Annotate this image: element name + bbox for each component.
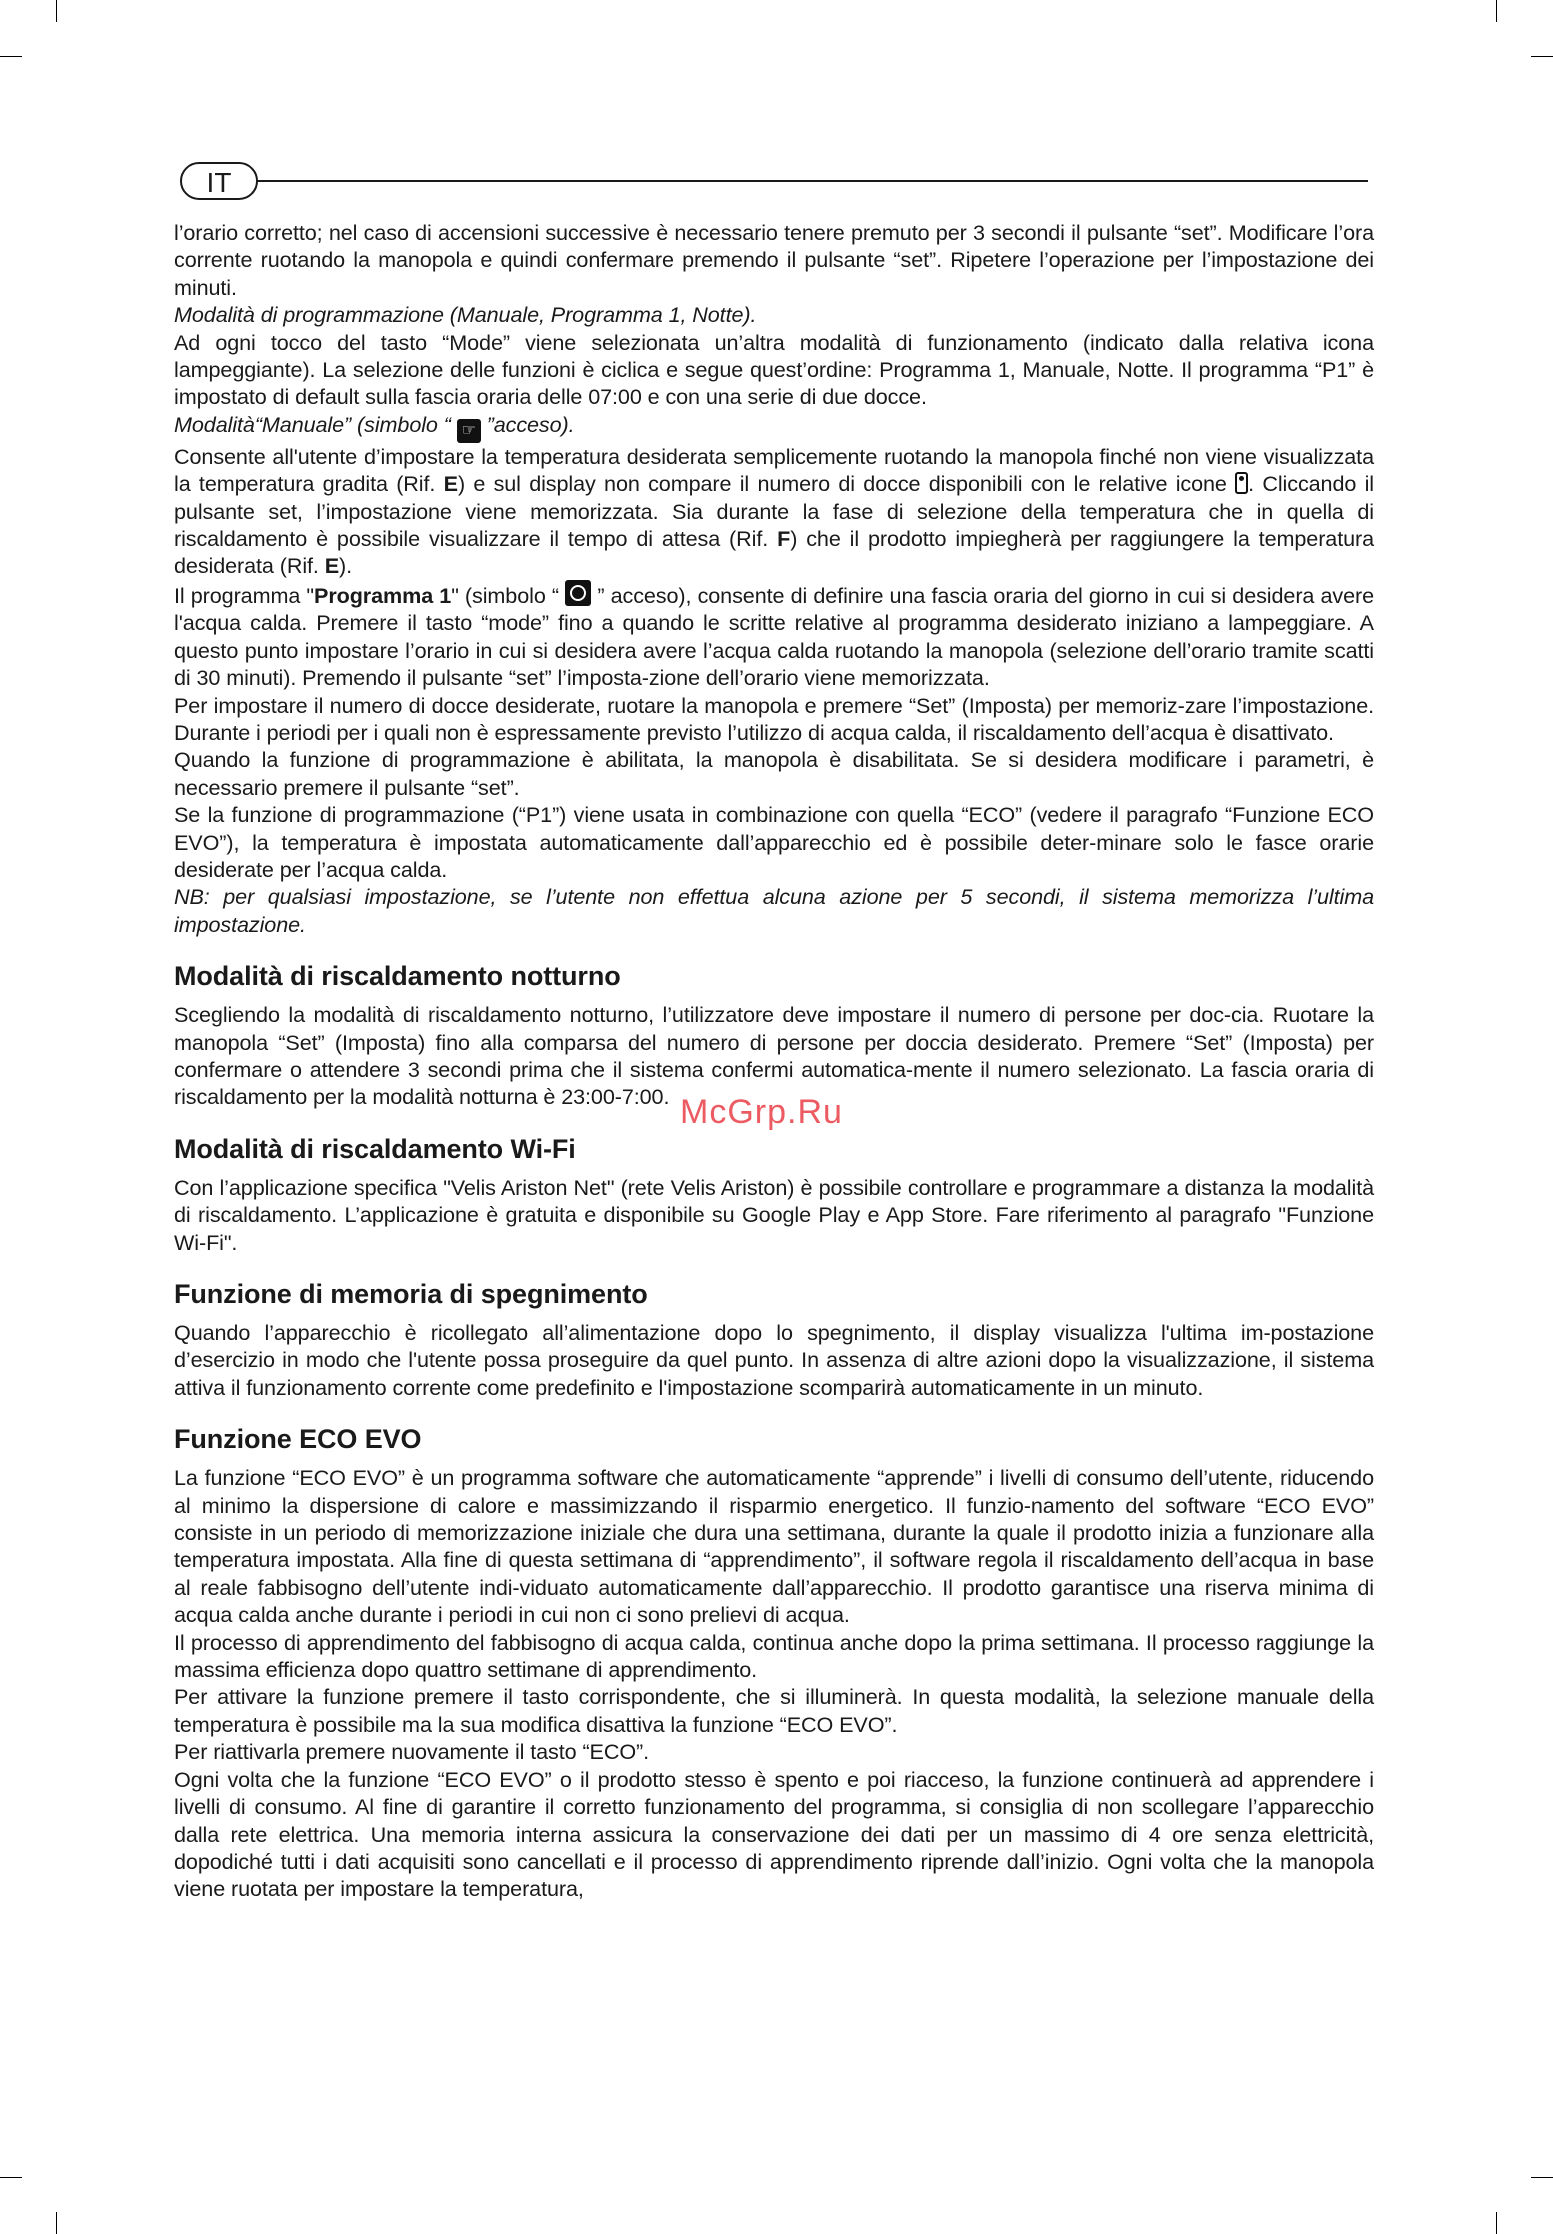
text-span: " (simbolo “ xyxy=(451,582,566,608)
text-span: . Cliccando il pulsante set, l’impostazione viene memorizzata. Sia durante la fase di selezione della temperatura che in quella di riscaldamento è possibile visualizzare il tempo di attesa (Rif. xyxy=(174,471,1374,552)
paragraph: Ogni volta che la funzione “ECO EVO” o il prodotto stesso è spento e poi riacceso, la funzione continuerà ad apprendere i livelli di consumo. Al fine di garantire il corretto funzionamento del programma, si consiglia di non scollegare l’apparecchio dalla rete elettrica. Una memoria interna assicura la conservazione dei dati per un massimo di 4 ore senza elettricità, dopodiché tutti i dati acquisiti sono cancellati e il processo di apprendimento riprende dall’inizio. Ogni volta che la manopola viene ruotata per impostare la temperatura, xyxy=(174,1766,1374,1902)
crop-mark xyxy=(1531,2177,1553,2178)
text-span: ”acceso). xyxy=(480,411,575,437)
section-title-memory: Funzione di memoria di spegnimento xyxy=(174,1279,648,1309)
paragraph xyxy=(174,443,1374,580)
paragraph: Scegliendo la modalità di riscaldamento notturno, l’utilizzatore deve impostare il numero di persone per doc-cia. Ruotare la manopola “Set” (Imposta) fino alla comparsa del numero di persone per doccia desiderato. Premere “Set” (Imposta) per confermare o attendere 3 secondi prima che il sistema confermi automatica-mente il numero selezionato. La fascia oraria di riscaldamento per la modalità notturna è 23:00-7:00. xyxy=(174,1002,1374,1110)
section-title-night: Modalità di riscaldamento notturno xyxy=(174,961,621,992)
paragraph: Quando l’apparecchio è ricollegato all’alimentazione dopo lo spegnimento, il display visualizza l'ultima im-postazione d’esercizio in modo che l'utente possa proseguire da quel punto. In assenza di altre azioni dopo la visualizzazione, il sistema attiva il funzionamento corrente come predefinito e l'impostazione scomparirà automaticamente in un minuto. xyxy=(174,1320,1374,1400)
text-span: ) e sul display non compare il numero di docce disponibili con le relative icone xyxy=(457,471,1236,497)
paragraph xyxy=(174,580,1374,692)
document-body xyxy=(174,219,1374,1903)
text-span: ” acceso), consente di definire una fascia oraria del giorno in cui si desidera avere l'acqua calda. Premere il tasto “mode” fino a quando le scritte relative al programma desiderato iniziano a lampeggiare. A questo punto impostare l’orario in cui si desidera avere l’acqua calda ruotando la manopola (selezione dell’orario tramite scatti di 30 minuti). Premendo il pulsante “set” l’imposta-zione dell’orario viene memorizzata. xyxy=(174,582,1375,691)
header-rule xyxy=(256,180,1368,182)
subheading-programming-modes: Modalità di programmazione (Manuale, Programma 1, Notte). xyxy=(174,302,757,328)
text-span: ) che il prodotto impiegherà per raggiungere la temperatura desiderata (Rif. xyxy=(174,526,1375,579)
ref-letter: F xyxy=(777,526,791,552)
paragraph: Il processo di apprendimento del fabbisogno di acqua calda, continua anche dopo la prima settimana. Il processo raggiunge la massima efficienza dopo quattro settimane di apprendimento. xyxy=(174,1629,1374,1683)
crop-mark xyxy=(56,0,57,22)
section-title-eco: Funzione ECO EVO xyxy=(174,1424,422,1455)
section-title-wifi: Modalità di riscaldamento Wi-Fi xyxy=(174,1133,576,1164)
shower-person-icon xyxy=(1235,472,1248,494)
text-span: ). xyxy=(339,553,353,579)
text-span: Modalità“Manuale” (simbolo “ xyxy=(174,411,457,437)
crop-mark xyxy=(0,2177,22,2178)
paragraph: Per riattivarla premere nuovamente il tasto “ECO”. xyxy=(174,1739,650,1765)
watermark: McGrp.Ru xyxy=(680,1093,843,1131)
crop-mark xyxy=(0,56,22,57)
paragraph: Ad ogni tocco del tasto “Mode” viene selezionata un’altra modalità di funzionamento (indicato dalla relativa icona lampeggiante). La selezione delle funzioni è ciclica e segue quest’ordine: Programma 1, Manuale, Notte. Il programma “P1” è impostato di default sulla fascia oraria delle 07:00 e con una serie di due docce. xyxy=(174,329,1374,410)
paragraph: l’orario corretto; nel caso di accensioni successive è necessario tenere premuto per 3 secondi il pulsante “set”. Modificare l’ora corrente ruotando la manopola e quindi confermare premendo il pulsante “set”. Ripetere l’operazione per l’impostazione dei minuti. xyxy=(174,220,1374,300)
paragraph: Con l’applicazione specifica "Velis Ariston Net" (rete Velis Ariston) è possibile controllare e programmare a distanza la modalità di riscaldamento. L’applicazione è gratuita e disponibile su Google Play e App Store. Fare riferimento al paragrafo "Funzione Wi-Fi". xyxy=(174,1174,1374,1255)
ref-letter: E xyxy=(324,553,340,579)
paragraph: Se la funzione di programmazione (“P1”) viene usata in combinazione con quella “ECO” (vedere il paragrafo “Funzione ECO EVO”), la temperatura è impostata automaticamente dall’apparecchio ed è possibile deter-minare solo le fasce orarie desiderate per l’acqua calda. xyxy=(174,802,1374,882)
language-badge: IT xyxy=(180,162,258,200)
paragraph: Per impostare il numero di docce desiderate, ruotare la manopola e premere “Set” (Imposta) per memoriz-zare l’impostazione. Durante i periodi per i quali non è espressamente previsto l’utilizzo di acqua calda, il riscaldamento dell’acqua è disattivato. xyxy=(174,692,1374,745)
paragraph: Per attivare la funzione premere il tasto corrispondente, che si illuminerà. In questa modalità, la selezione manuale della temperatura è possibile ma la sua modifica disattiva la funzione “ECO EVO”. xyxy=(174,1684,1374,1737)
text-span: Consente all'utente d’impostare la temperatura desiderata semplicemente ruotando la manopola finché non viene visualizzata la temperatura gradita (Rif. xyxy=(174,443,1374,497)
crop-mark xyxy=(1531,56,1553,57)
crop-mark xyxy=(1496,2212,1497,2234)
paragraph: Quando la funzione di programmazione è abilitata, la manopola è disabilitata. Se si desidera modificare i parametri, è necessario premere il pulsante “set”. xyxy=(174,747,1374,800)
clock-icon xyxy=(565,580,591,606)
text-span: Il programma " xyxy=(174,582,315,608)
crop-mark xyxy=(1496,0,1497,22)
paragraph: La funzione “ECO EVO” è un programma software che automaticamente “apprende” i livelli di consumo dell’utente, riducendo al minimo la dispersione di calore e massimizzando il risparmio energetico. Il funzio-namento del software “ECO EVO” consiste in un periodo di memorizzazione iniziale che dura una settimana, durante la quale il prodotto inizia a funzionare alla temperatura impostata. Alla fine di questa settimana di “apprendimento”, il software regola il riscaldamento dell’acqua in base al reale fabbisogno dell’utente indi-viduato automaticamente dall’apparecchio. Il prodotto garantisce una riserva minima di acqua calda anche durante i periodi in cui non ci sono prelievi di acqua. xyxy=(174,1465,1374,1628)
ref-letter: E xyxy=(443,471,458,497)
subheading-manual-mode xyxy=(174,411,1374,443)
hand-icon: ☞ xyxy=(457,419,481,443)
note: NB: per qualsiasi impostazione, se l’utente non effettua alcuna azione per 5 secondi, il sistema memorizza l’ultima impostazione. xyxy=(174,884,1374,937)
program-name: Programma 1 xyxy=(314,582,452,608)
crop-mark xyxy=(56,2212,57,2234)
